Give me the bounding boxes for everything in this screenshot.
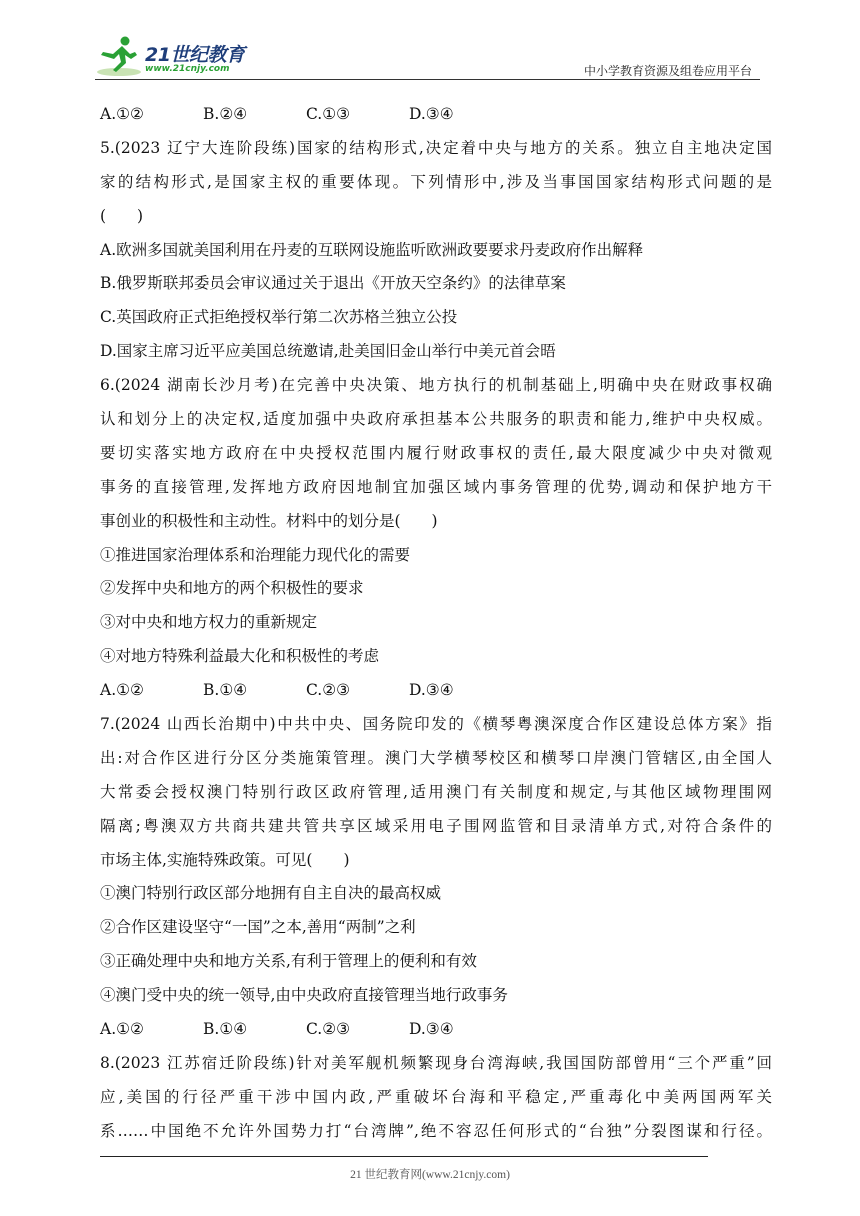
q6-choices bbox=[100, 674, 772, 708]
q7-stem-line: 市场主体,实施特殊政策。可见( ) bbox=[100, 850, 350, 869]
q7-stem-line: 隔离;粤澳双方共商共建共管共享区域采用电子围网监管和目录清单方式,对符合条件的 bbox=[100, 816, 772, 835]
site-logo bbox=[95, 34, 265, 78]
choice-c: C.②③ bbox=[306, 681, 351, 700]
choice-c: C.②③ bbox=[306, 1020, 351, 1039]
header-divider bbox=[95, 79, 760, 80]
choice-c: C.①③ bbox=[306, 105, 351, 123]
q7-choices bbox=[100, 1013, 772, 1047]
footer-divider bbox=[100, 1156, 708, 1157]
q7-item-3: ③正确处理中央和地方关系,有利于管理上的便利和有效 bbox=[100, 952, 477, 971]
platform-title: 中小学教育资源及组卷应用平台 bbox=[583, 64, 752, 78]
q4-choices bbox=[100, 98, 772, 132]
choice-d: D.③④ bbox=[409, 1020, 454, 1039]
q6-stem-line: 事创业的积极性和主动性。材料中的划分是( ) bbox=[100, 511, 438, 530]
q5-option-b: B.俄罗斯联邦委员会审议通过关于退出《开放天空条约》的法律草案 bbox=[100, 274, 566, 293]
runner-logo-icon bbox=[95, 34, 145, 78]
choice-d: D.③④ bbox=[409, 105, 454, 123]
choice-a: A.①② bbox=[100, 1020, 144, 1039]
q5-stem-line: 家的结构形式,是国家主权的重要体现。下列情形中,涉及当事国国家结构形式问题的是 bbox=[100, 172, 772, 191]
q6-item-3: ③对中央和地方权力的重新规定 bbox=[100, 613, 318, 632]
choice-b: B.①④ bbox=[203, 681, 248, 700]
q7-item-2: ②合作区建设坚守“一国”之本,善用“两制”之利 bbox=[100, 918, 416, 937]
choice-a: A.①② bbox=[100, 681, 144, 700]
logo-text: 21世纪教育 bbox=[145, 44, 245, 66]
q6-item-2: ②发挥中央和地方的两个积极性的要求 bbox=[100, 579, 364, 598]
q6-stem-line: 事务的直接管理,发挥地方政府因地制宜加强区域内事务管理的优势,调动和保护地方干 bbox=[100, 477, 772, 496]
q5-option-c: C.英国政府正式拒绝授权举行第二次苏格兰独立公投 bbox=[100, 308, 458, 327]
q5-option-d: D.国家主席习近平应美国总统邀请,赴美国旧金山举行中美元首会晤 bbox=[100, 342, 556, 361]
q6-item-1: ①推进国家治理体系和治理能力现代化的需要 bbox=[100, 545, 411, 564]
q6-stem-line: 6.(2024 湖南长沙月考)在完善中央决策、地方执行的机制基础上,明确中央在财政事权确 bbox=[100, 376, 772, 395]
choice-b: B.②④ bbox=[203, 105, 248, 123]
q5-stem-line: 5.(2023 辽宁大连阶段练)国家的结构形式,决定着中央与地方的关系。独立自主地决定国 bbox=[100, 138, 772, 157]
q5-option-a: A.欧洲多国就美国利用在丹麦的互联网设施监听欧洲政要要求丹麦政府作出解释 bbox=[100, 240, 644, 259]
q7-stem-line: 大常委会授权澳门特别行政区政府管理,适用澳门有关制度和规定,与其他区域物理围网 bbox=[100, 782, 772, 801]
q7-item-4: ④澳门受中央的统一领导,由中央政府直接管理当地行政事务 bbox=[100, 986, 508, 1005]
q6-item-4: ④对地方特殊利益最大化和积极性的考虑 bbox=[100, 647, 380, 666]
q6-stem-line: 要切实落实地方政府在中央授权范围内履行财政事权的责任,最大限度减少中央对微观 bbox=[100, 443, 772, 462]
question-content bbox=[100, 98, 772, 1149]
choice-a: A.①② bbox=[100, 105, 144, 123]
q5-answer-blank: ( ) bbox=[100, 206, 144, 225]
choice-d: D.③④ bbox=[409, 681, 454, 700]
page-header bbox=[95, 34, 760, 80]
page-footer: 21 世纪教育网(www.21cnjy.com) bbox=[350, 1169, 510, 1181]
q7-stem-line: 出:对合作区进行分区分类施策管理。澳门大学横琴校区和横琴口岸澳门管辖区,由全国人 bbox=[100, 748, 772, 767]
choice-b: B.①④ bbox=[203, 1020, 248, 1039]
q7-stem-line: 7.(2024 山西长治期中)中共中央、国务院印发的《横琴粤澳深度合作区建设总体方案》指 bbox=[100, 715, 772, 734]
q7-item-1: ①澳门特别行政区部分地拥有自主自决的最高权威 bbox=[100, 884, 442, 903]
q8-stem-line: 应,美国的行径严重干涉中国内政,严重破坏台海和平稳定,严重毒化中美两国两军关 bbox=[100, 1087, 772, 1106]
q8-stem-line: 8.(2023 江苏宿迁阶段练)针对美军舰机频繁现身台湾海峡,我国国防部曾用“三个严重”回 bbox=[100, 1053, 772, 1072]
q6-stem-line: 认和划分上的决定权,适度加强中央政府承担基本公共服务的职责和能力,维护中央权威。 bbox=[100, 410, 772, 429]
q8-stem-line: 系……中国绝不允许外国势力打“台湾牌”,绝不容忍任何形式的“台独”分裂图谋和行径。 bbox=[100, 1121, 772, 1140]
logo-url: www.21cnjy.com bbox=[145, 64, 230, 74]
